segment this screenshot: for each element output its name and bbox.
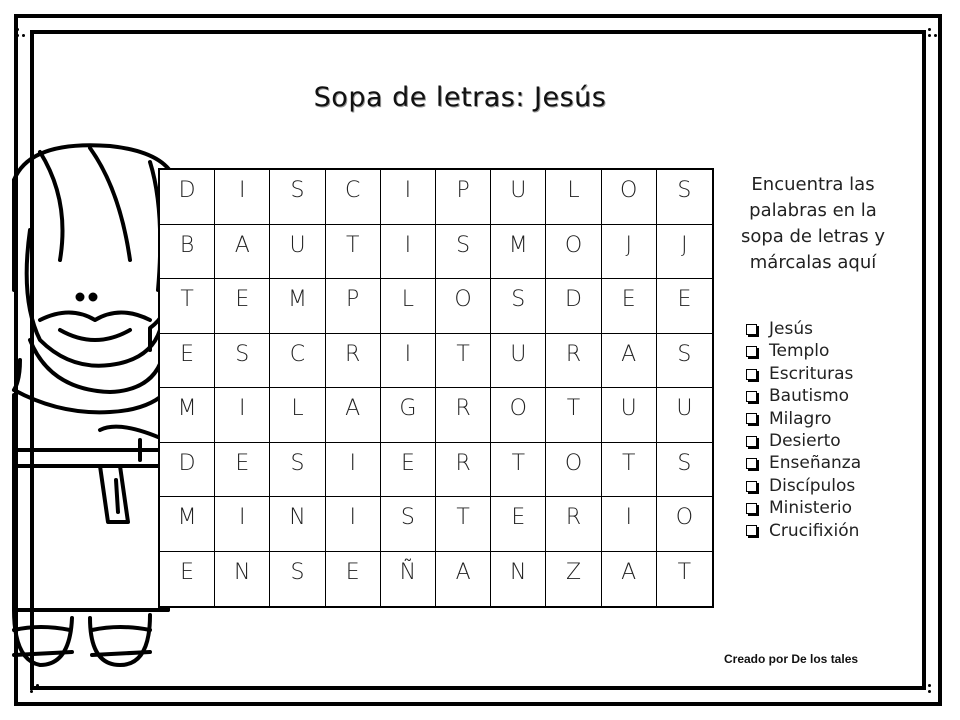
- grid-cell[interactable]: I: [381, 170, 436, 225]
- grid-cell[interactable]: A: [326, 388, 381, 443]
- corner-dots-top-left: [16, 28, 30, 42]
- grid-cell[interactable]: A: [436, 552, 491, 607]
- grid-cell[interactable]: U: [491, 334, 546, 389]
- grid-cell[interactable]: I: [381, 334, 436, 389]
- grid-cell[interactable]: E: [657, 279, 712, 334]
- grid-cell[interactable]: L: [381, 279, 436, 334]
- grid-cell[interactable]: I: [326, 443, 381, 498]
- word-item: [746, 497, 861, 519]
- grid-cell[interactable]: Z: [546, 552, 601, 607]
- grid-cell[interactable]: D: [546, 279, 601, 334]
- grid-cell[interactable]: E: [215, 279, 270, 334]
- credit-text: Creado por De los tales: [724, 652, 859, 666]
- grid-cell[interactable]: G: [381, 388, 436, 443]
- grid-cell[interactable]: U: [602, 388, 657, 443]
- word-search-grid: [158, 168, 714, 608]
- checkbox-icon[interactable]: [746, 503, 757, 514]
- checkbox-icon[interactable]: [746, 391, 757, 402]
- corner-dots-top-right: [928, 28, 942, 42]
- word-item: [746, 475, 861, 497]
- word-checklist: [746, 318, 861, 542]
- instructions-line: sopa de letras y: [740, 226, 886, 247]
- grid-cell[interactable]: P: [326, 279, 381, 334]
- grid-cell[interactable]: O: [436, 279, 491, 334]
- grid-cell[interactable]: T: [436, 334, 491, 389]
- grid-cell[interactable]: N: [270, 497, 325, 552]
- word-label: Desierto: [769, 431, 841, 452]
- grid-cell[interactable]: E: [381, 443, 436, 498]
- word-label: Milagro: [769, 408, 832, 429]
- word-item: [746, 430, 861, 452]
- grid-cell[interactable]: S: [270, 443, 325, 498]
- word-label: Enseñanza: [769, 453, 862, 474]
- grid-cell[interactable]: T: [602, 443, 657, 498]
- grid-cell[interactable]: S: [657, 170, 712, 225]
- grid-cell[interactable]: E: [326, 552, 381, 607]
- grid-cell[interactable]: O: [546, 443, 601, 498]
- checkbox-icon[interactable]: [746, 458, 757, 469]
- page-title: Sopa de letras: Jesús: [313, 82, 607, 113]
- grid-cell[interactable]: A: [602, 552, 657, 607]
- grid-cell[interactable]: R: [546, 497, 601, 552]
- grid-cell[interactable]: T: [677, 559, 692, 585]
- grid-cell[interactable]: M: [491, 225, 546, 280]
- grid-cell[interactable]: J: [602, 225, 657, 280]
- grid-cell[interactable]: A: [215, 225, 270, 280]
- grid-cell[interactable]: O: [602, 170, 657, 225]
- grid-cell[interactable]: I: [326, 497, 381, 552]
- grid-cell[interactable]: S: [491, 279, 546, 334]
- grid-cell[interactable]: C: [326, 170, 381, 225]
- grid-cell[interactable]: D: [160, 170, 215, 225]
- grid-cell[interactable]: R: [326, 334, 381, 389]
- grid-cell[interactable]: E: [491, 497, 546, 552]
- word-label: Bautismo: [769, 386, 850, 407]
- checkbox-icon[interactable]: [746, 369, 757, 380]
- grid-cell[interactable]: E: [160, 552, 215, 607]
- grid-cell[interactable]: S: [657, 443, 712, 498]
- checkbox-icon[interactable]: [746, 346, 757, 357]
- grid-cell[interactable]: E: [602, 279, 657, 334]
- grid-cell[interactable]: S: [270, 170, 325, 225]
- grid-cell[interactable]: T: [491, 443, 546, 498]
- grid-cell[interactable]: L: [546, 170, 601, 225]
- grid-cell[interactable]: I: [215, 388, 270, 443]
- instructions-line: palabras en la: [749, 200, 877, 221]
- grid-cell[interactable]: M: [160, 388, 215, 443]
- grid-cell[interactable]: U: [491, 170, 546, 225]
- word-label: Crucifixión: [769, 520, 860, 541]
- grid-cell[interactable]: A: [602, 334, 657, 389]
- grid-cell[interactable]: D: [160, 443, 215, 498]
- grid-cell[interactable]: R: [546, 334, 601, 389]
- grid-cell[interactable]: S: [657, 334, 712, 389]
- word-label: Ministerio: [769, 498, 852, 519]
- checkbox-icon[interactable]: [746, 481, 757, 492]
- word-item: [746, 408, 861, 430]
- grid-cell[interactable]: P: [436, 170, 491, 225]
- word-item: [746, 318, 861, 340]
- grid-cell[interactable]: N: [215, 552, 270, 607]
- word-label: Discípulos: [769, 475, 856, 496]
- checkbox-icon[interactable]: [746, 324, 757, 335]
- word-label: Templo: [769, 341, 830, 362]
- grid-cell[interactable]: R: [436, 388, 491, 443]
- grid-cell[interactable]: T: [436, 497, 491, 552]
- grid-cell[interactable]: O: [546, 225, 601, 280]
- word-item: [746, 363, 861, 385]
- grid-cell[interactable]: E: [215, 443, 270, 498]
- grid-cell[interactable]: I: [215, 497, 270, 552]
- grid-cell[interactable]: E: [160, 334, 215, 389]
- grid-cell[interactable]: N: [491, 552, 546, 607]
- grid-cell[interactable]: T: [326, 225, 381, 280]
- grid-cell[interactable]: O: [657, 497, 712, 552]
- grid-cell[interactable]: T: [546, 388, 601, 443]
- grid-cell[interactable]: S: [215, 334, 270, 389]
- grid-cell[interactable]: S: [436, 225, 491, 280]
- grid-cell[interactable]: C: [270, 334, 325, 389]
- instructions-line: márcalas aquí: [749, 252, 877, 273]
- grid-cell[interactable]: I: [381, 225, 436, 280]
- word-label: Escrituras: [769, 363, 854, 384]
- word-label: Jesús: [769, 319, 813, 339]
- word-item: [746, 385, 861, 407]
- word-item: [746, 520, 861, 542]
- grid-cell[interactable]: O: [491, 388, 546, 443]
- grid-cell[interactable]: S: [381, 497, 436, 552]
- grid-cell[interactable]: U: [270, 225, 325, 280]
- grid-cell[interactable]: J: [657, 225, 712, 280]
- grid-cell[interactable]: Ñ: [381, 552, 436, 607]
- checkbox-icon[interactable]: [746, 525, 757, 536]
- grid-cell[interactable]: M: [160, 497, 215, 552]
- grid-cell[interactable]: S: [270, 552, 325, 607]
- instructions-line: Encuentra las: [751, 174, 875, 195]
- instructions: [718, 172, 908, 276]
- word-item: [746, 340, 861, 362]
- grid-cell[interactable]: T: [160, 279, 215, 334]
- grid-cell[interactable]: I: [602, 497, 657, 552]
- grid-cell[interactable]: M: [270, 279, 325, 334]
- grid-cell[interactable]: U: [657, 388, 712, 443]
- grid-cell[interactable]: R: [436, 443, 491, 498]
- checkbox-icon[interactable]: [746, 436, 757, 447]
- corner-dots-bottom-right: [922, 684, 936, 698]
- checkbox-icon[interactable]: [746, 413, 757, 424]
- grid-cell[interactable]: I: [215, 170, 270, 225]
- word-item: [746, 452, 861, 474]
- grid-cell[interactable]: L: [270, 388, 325, 443]
- grid-cell[interactable]: B: [160, 225, 215, 280]
